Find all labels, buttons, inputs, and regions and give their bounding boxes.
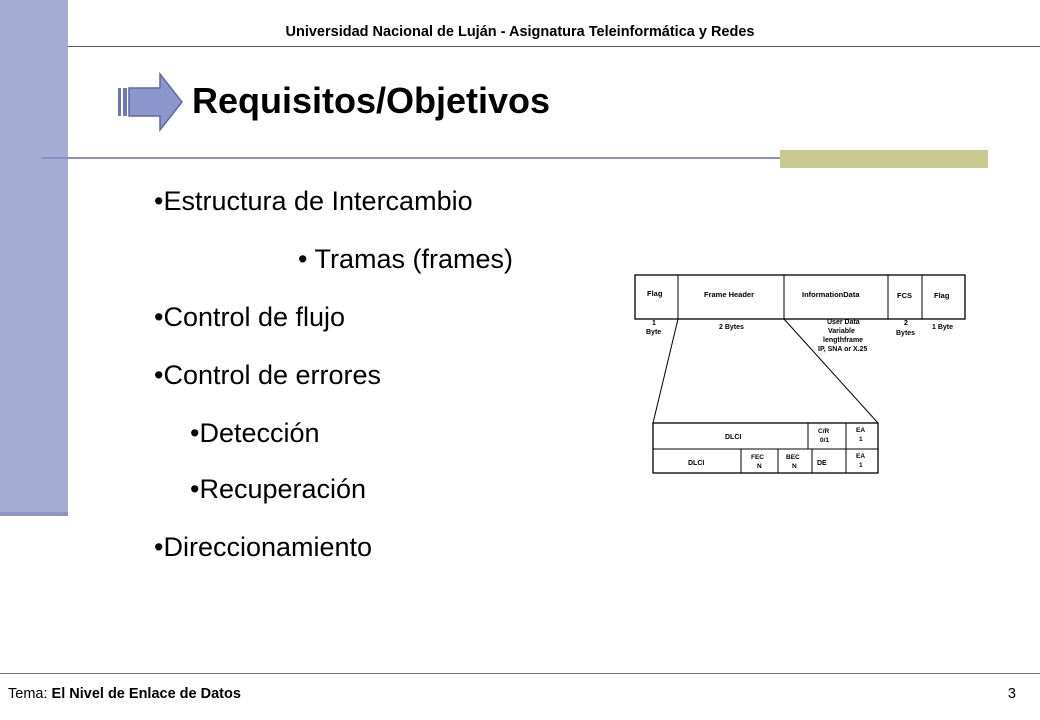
field-frame-header: Frame Header [704, 290, 755, 299]
size-flag-2: 1 Byte [932, 324, 954, 331]
side-accent-bar [0, 0, 68, 516]
size-flag-1: Byte [646, 329, 662, 336]
header-ea-1: EA [856, 427, 866, 434]
size-info: User Data [827, 319, 860, 326]
header-de: DE [817, 460, 827, 467]
bullet-item: •Direccionamiento [154, 532, 373, 562]
header-becn: BEC [786, 454, 800, 461]
size-info: Variable [828, 328, 855, 335]
bullet-item: •Detección [190, 418, 320, 448]
field-information-data: InformationData [802, 290, 860, 299]
header-fecn: N [757, 463, 762, 470]
bullet-item: •Recuperación [190, 474, 367, 504]
header-cr: C/R [818, 428, 830, 435]
footer-label: Tema: [8, 686, 48, 702]
footer-topic [8, 686, 241, 702]
header-fecn: FEC [751, 454, 764, 461]
frame-box [635, 275, 965, 319]
size-fcs: 2 [904, 320, 908, 327]
field-fcs: FCS [897, 291, 912, 300]
footer-divider [0, 673, 1040, 674]
header-divider [68, 46, 1040, 47]
header-dlci-high: DLCI [725, 434, 742, 441]
field-flag-1: Flag [647, 289, 663, 298]
field-flag-2: Flag [934, 291, 950, 300]
page-number: 3 [1007, 686, 1016, 702]
size-info: lengthframe [823, 337, 864, 344]
slide-title: Requisitos/Objetivos [192, 80, 551, 121]
bullet-item: • Tramas (frames) [298, 244, 513, 274]
header-ea-1: 1 [859, 436, 863, 443]
footer-topic-name: El Nivel de Enlace de Datos [51, 686, 241, 702]
size-info: IP, SNA or X.25 [818, 346, 868, 353]
size-header: 2 Bytes [719, 324, 744, 331]
arrow-right-icon [116, 70, 184, 134]
header-ea-2: 1 [859, 462, 863, 469]
header-cr: 0/1 [820, 437, 830, 444]
address-header-box [653, 423, 878, 473]
size-flag-1: 1 [652, 320, 656, 327]
header-dlci-low: DLCI [688, 460, 705, 467]
accent-block [780, 150, 988, 168]
header-institution: Universidad Nacional de Luján - Asignatura Teleinformática y Redes [285, 24, 755, 40]
bullet-item: •Control de flujo [154, 302, 346, 332]
bullet-item: •Estructura de Intercambio [154, 186, 473, 216]
frame-relay-frame-diagram [632, 268, 992, 483]
header-becn: N [792, 463, 797, 470]
size-fcs: Bytes [896, 330, 916, 337]
header-ea-2: EA [856, 453, 866, 460]
bullet-item: •Control de errores [154, 360, 382, 390]
